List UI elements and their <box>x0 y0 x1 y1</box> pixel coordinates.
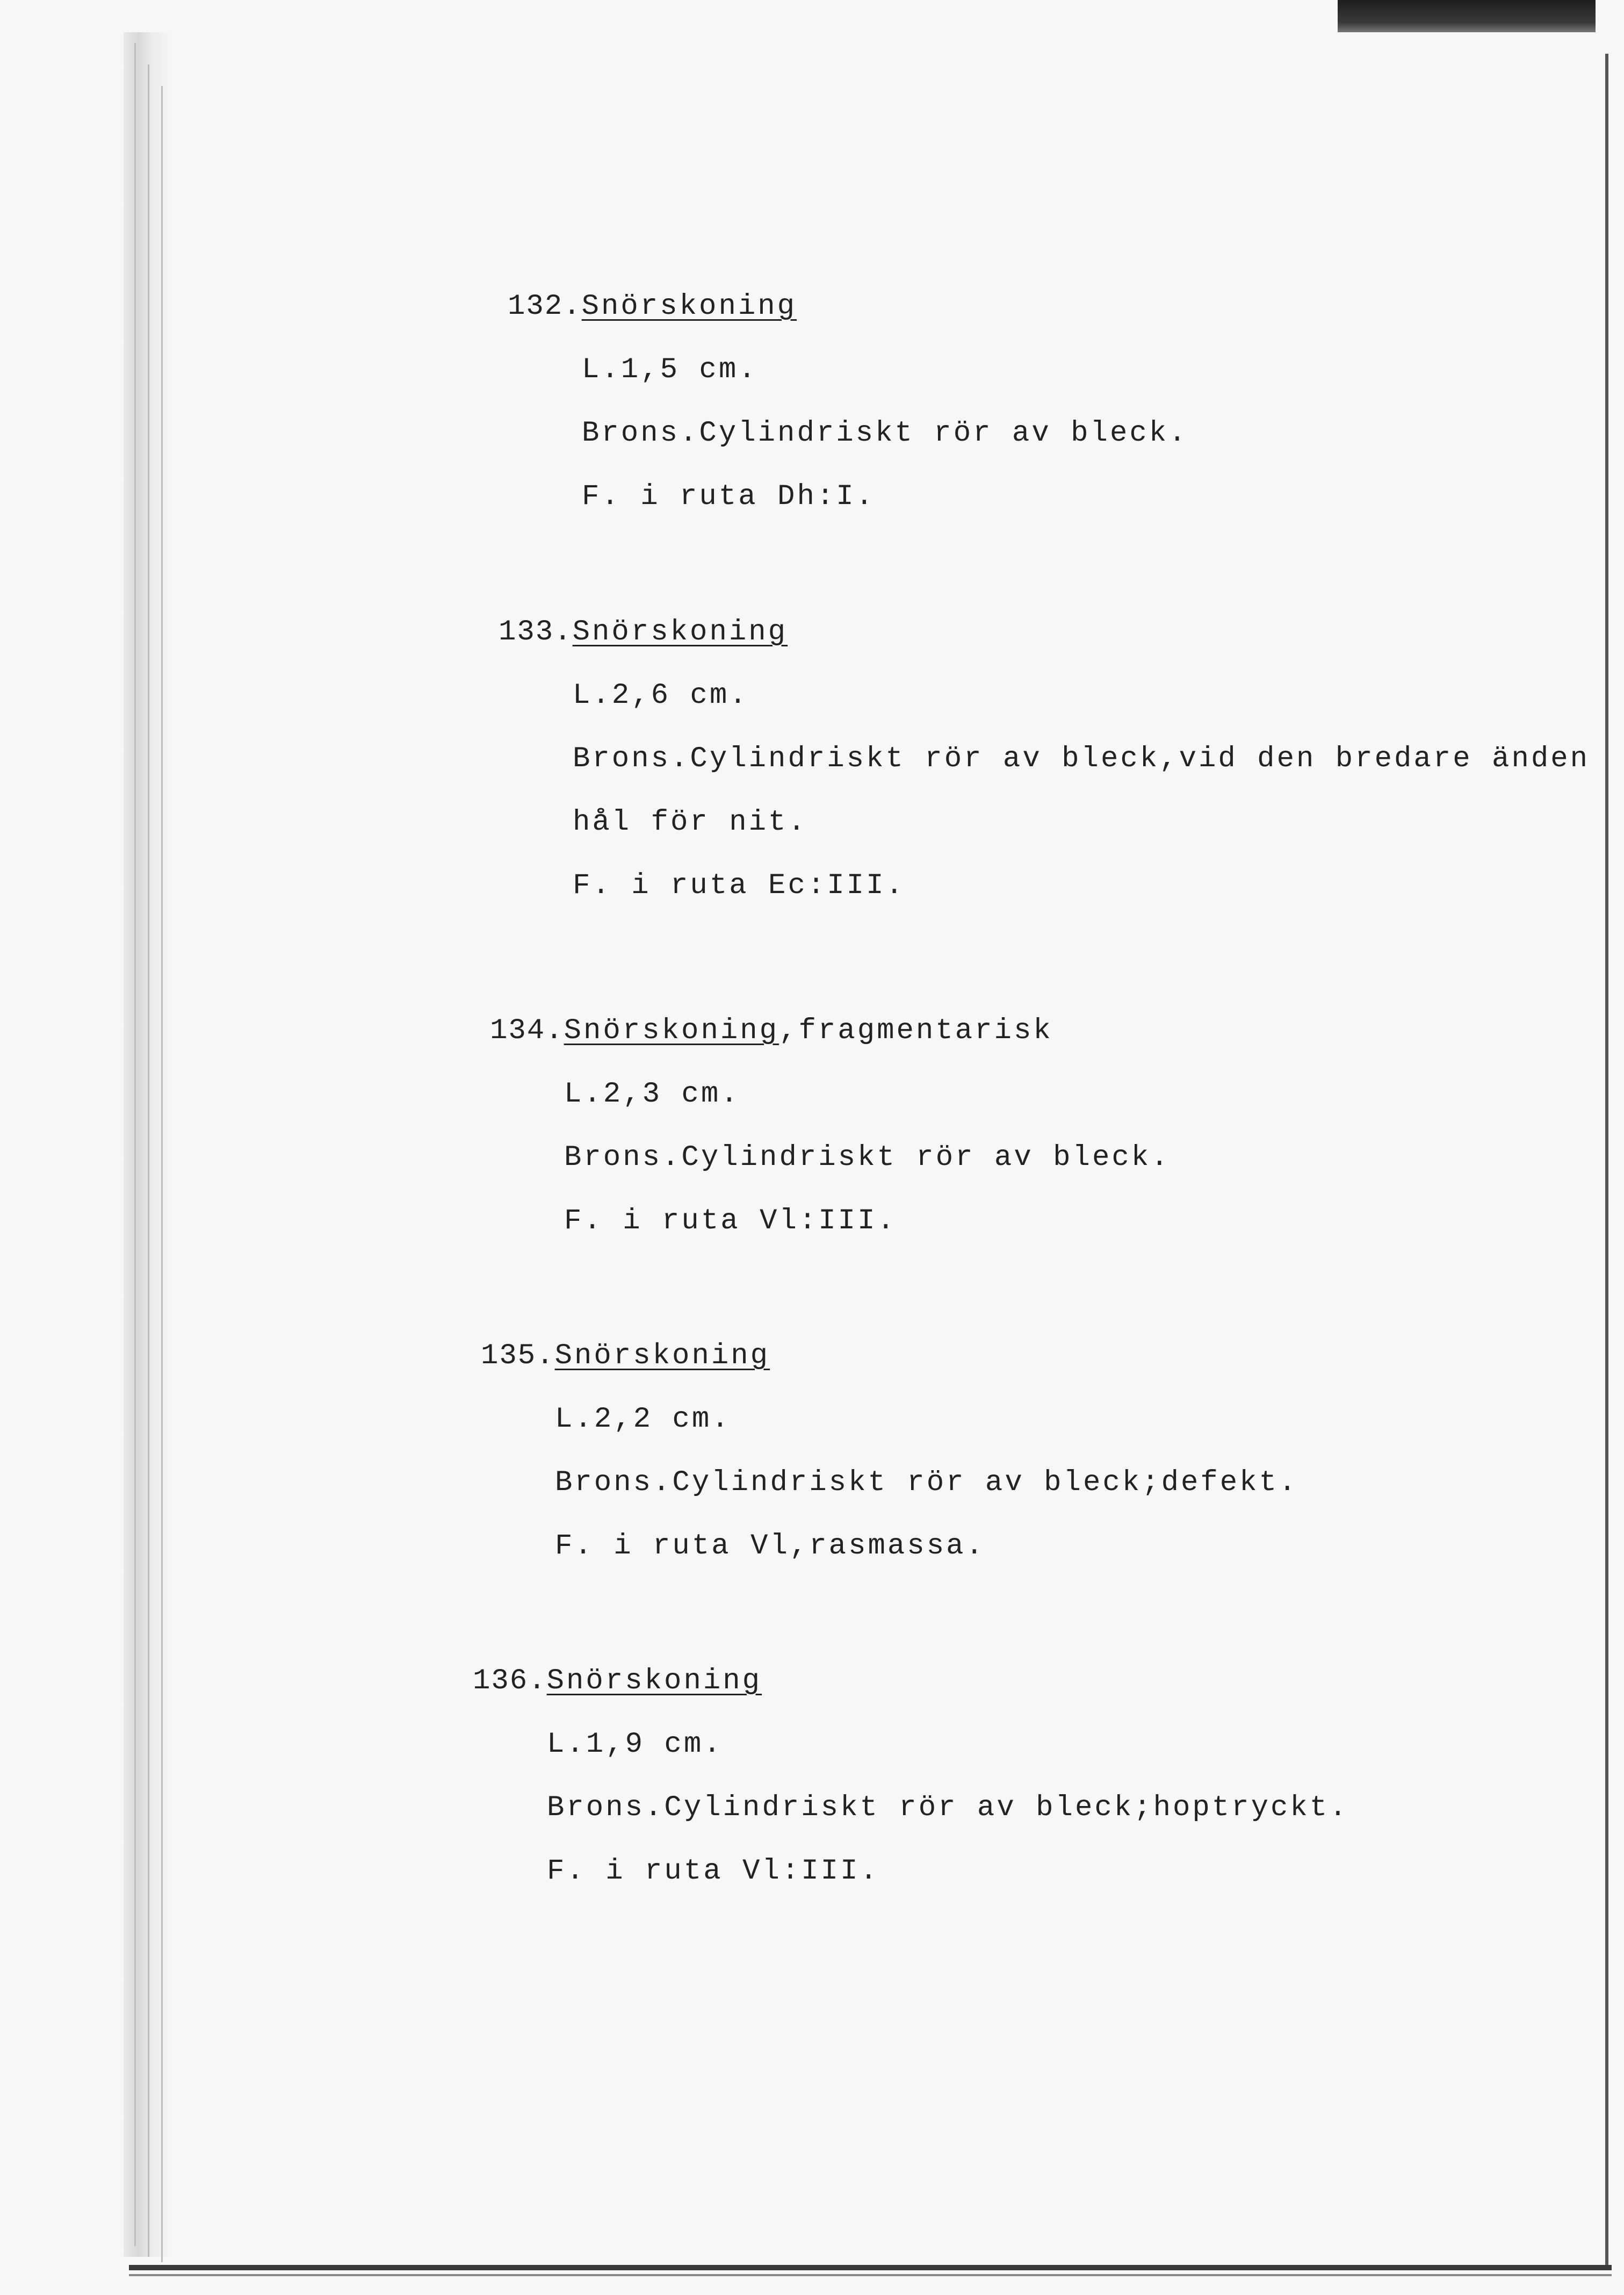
entry-description: Brons.Cylindriskt rör av bleck,vid den bredare änden <box>573 743 1590 775</box>
entry-title-suffix: ,fragmentarisk <box>779 1015 1053 1047</box>
binding-line <box>161 86 163 2262</box>
entry-title: Snörskoning <box>572 616 788 649</box>
entry-title: Snörskoning <box>564 1015 779 1047</box>
entry-length: L.2,3 cm. <box>564 1078 740 1111</box>
entry-number: 136. <box>473 1665 547 1697</box>
entry-description: Brons.Cylindriskt rör av bleck;defekt. <box>555 1466 1298 1499</box>
page-bottom-edge <box>129 2265 1612 2270</box>
binding-line <box>148 64 149 2257</box>
entry-findspot: F. i ruta Vl,rasmassa. <box>555 1530 985 1563</box>
entry-title: Snörskoning <box>546 1665 762 1697</box>
entry-title: Snörskoning <box>554 1340 770 1372</box>
binding-line <box>134 43 136 2246</box>
catalog-entry <box>481 1325 1298 1578</box>
page-bottom-edge-shadow <box>129 2274 1612 2276</box>
entry-length: L.2,6 cm. <box>573 679 749 712</box>
entry-number: 134. <box>490 1015 564 1047</box>
entry-heading <box>499 601 1590 664</box>
entry-heading <box>481 1325 1298 1388</box>
catalog-entry <box>490 999 1171 1253</box>
entry-findspot: F. i ruta Vl:III. <box>547 1855 879 1888</box>
entry-title: Snörskoning <box>581 290 797 323</box>
entry-description: Brons.Cylindriskt rör av bleck. <box>564 1141 1171 1174</box>
catalog-entry <box>499 601 1590 918</box>
entry-findspot: F. i ruta Ec:III. <box>573 869 905 902</box>
entry-number: 133. <box>499 616 573 649</box>
entry-findspot: F. i ruta Dh:I. <box>582 480 876 513</box>
entry-length: L.1,9 cm. <box>547 1728 723 1761</box>
catalog-entry <box>473 1650 1349 1903</box>
entry-heading <box>490 999 1171 1063</box>
entry-heading <box>473 1650 1349 1713</box>
entry-length: L.2,2 cm. <box>555 1403 731 1436</box>
page-right-edge <box>1605 54 1608 2268</box>
entry-description: Brons.Cylindriskt rör av bleck;hoptryckt. <box>547 1792 1349 1824</box>
entry-findspot: F. i ruta Vl:III. <box>564 1205 897 1238</box>
entry-length: L.1,5 cm. <box>582 354 758 386</box>
catalog-entry <box>508 275 1188 529</box>
entry-heading <box>508 275 1188 339</box>
page-corner-shadow <box>1338 0 1596 32</box>
entry-number: 132. <box>508 290 582 323</box>
entry-number: 135. <box>481 1340 555 1372</box>
entry-description: Brons.Cylindriskt rör av bleck. <box>582 417 1188 450</box>
entry-description-continued: hål för nit. <box>573 806 807 839</box>
